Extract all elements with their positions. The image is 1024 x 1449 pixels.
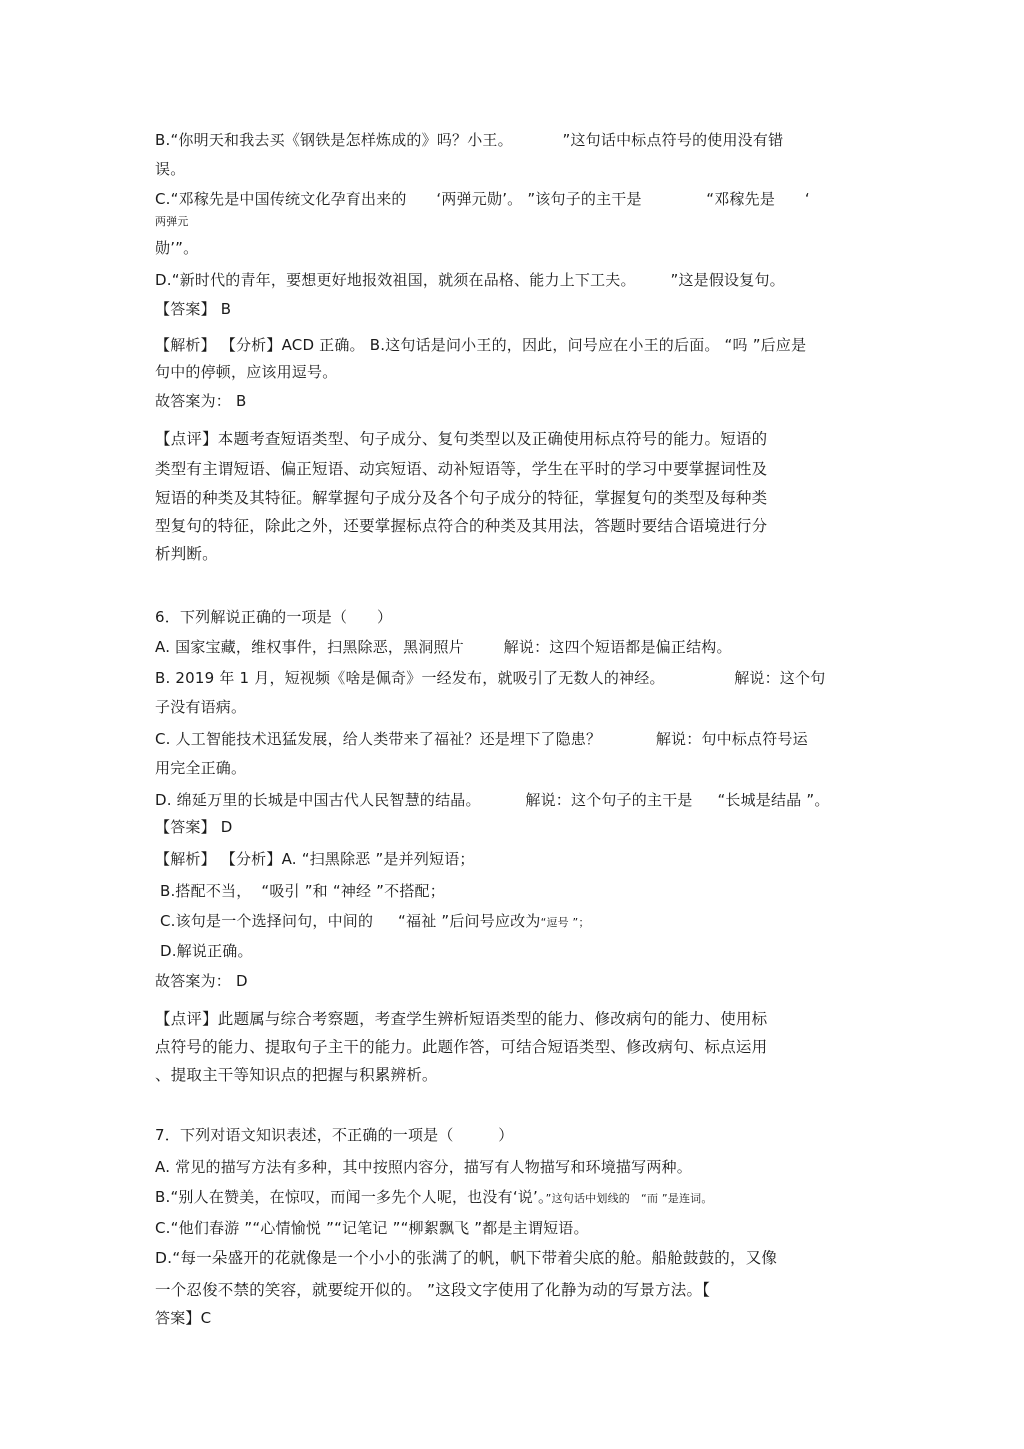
q5-option-b-line2: 误。 [155,160,186,178]
q6-analysis-a: 【解析】 【分析】A. “扫黑除恶 ”是并列短语； [155,850,475,868]
q7-option-d-line2: 一个忍俊不禁的笑容，就要绽开似的。 ”这段文字使用了化静为动的写景方法。【 [155,1281,711,1299]
q7-option-a: A. 常见的描写方法有多种，其中按照内容分，描写有人物描写和环境描写两种。 [155,1158,692,1176]
q7-option-b [155,1187,713,1209]
q7-option-d-line3: 答案】C [155,1309,212,1327]
q5-so-answer: 故答案为： B [155,392,247,410]
q5-comment-line4: 型复句的特征，除此之外，还要掌握标点符合的种类及其用法，答题时要结合语境进行分 [155,517,768,535]
q6-option-b-line1: B. 2019 年 1 月，短视频《啥是佩奇》一经发布，就吸引了无数人的神经。 解说：这个句 [155,669,826,687]
q5-answer: 【答案】 B [155,300,232,318]
q6-question: 6．下列解说正确的一项是（ ） [155,608,393,626]
q7-option-b-small: ”这句话中划线的 “而 ”是连词。 [545,1192,713,1205]
q5-comment-line1: 【点评】本题考查短语类型、句子成分、复句类型以及正确使用标点符号的能力。短语的 [155,430,768,448]
q6-analysis-c-small: “逗号 ”； [540,916,590,929]
q5-option-c-line1: C.“邓稼先是中国传统文化孕育出来的 ‘两弹元勋’。 ”该句子的主干是 “邓稼先是 ‘ [155,190,810,208]
q6-option-a: A. 国家宝藏，维权事件，扫黑除恶，黑洞照片 解说：这四个短语都是偏正结构。 [155,638,732,656]
q6-answer: 【答案】 D [155,818,233,836]
q6-analysis-d: D.解说正确。 [155,942,253,960]
q6-option-c-line1: C. 人工智能技术迅猛发展，给人类带来了福祉？还是埋下了隐患？ 解说：句中标点符号运 [155,730,808,748]
q6-option-c-line2: 用完全正确。 [155,759,247,777]
q5-analysis-line2: 句中的停顿，应该用逗号。 [155,363,338,381]
q5-analysis-line1: 【解析】 【分析】ACD 正确。 B.这句话是问小王的，因此，问号应在小王的后面。 “吗 ”后应是 [155,336,807,354]
q7-option-c: C.“他们春游 ”“心情愉悦 ”“记笔记 ”“柳絮飘飞 ”都是主谓短语。 [155,1219,589,1237]
q5-comment-line2: 类型有主谓短语、偏正短语、动宾短语、动补短语等，学生在平时的学习中要掌握词性及 [155,460,768,478]
q7-option-b-text: B.“别人在赞美，在惊叹，而闻一多先个人呢，也没有‘说’。 [155,1188,546,1206]
q6-comment-line2: 点符号的能力、提取句子主干的能力。此题作答，可结合短语类型、修改病句、标点运用 [155,1038,768,1056]
q6-comment-line3: 、提取主干等知识点的把握与积累辨析。 [155,1066,438,1084]
q6-option-d: D. 绵延万里的长城是中国古代人民智慧的结晶。 解说：这个句子的主干是 “长城是结晶 ”。 [155,791,830,809]
q5-comment-line3: 短语的种类及其特征。解掌握句子成分及各个句子成分的特征，掌握复句的类型及每种类 [155,489,768,507]
q5-comment-line5: 析判断。 [155,545,218,563]
q6-so-answer: 故答案为： D [155,972,248,990]
q5-option-c-line2: 勋’”。 [155,239,199,257]
q6-comment-line1: 【点评】此题属与综合考察题，考查学生辨析短语类型的能力、修改病句的能力、使用标 [155,1010,768,1028]
q5-option-c-line1b: 两弹元 [155,215,189,228]
q7-question: 7．下列对语文知识表述，不正确的一项是（ ） [155,1126,514,1144]
q5-option-d: D.“新时代的青年，要想更好地报效祖国，就须在品格、能力上下工夫。 ”这是假设复句。 [155,271,785,289]
q6-analysis-c [155,911,590,933]
q7-option-d-line1: D.“每一朵盛开的花就像是一个小小的张满了的帆，帆下带着尖底的舱。船舱鼓鼓的，又像 [155,1249,778,1267]
q6-analysis-c-text: C.该句是一个选择问句，中间的 “福祉 ”后问号应改为 [155,912,541,930]
q6-option-b-line2: 子没有语病。 [155,698,247,716]
q5-option-b-line1: B.“你明天和我去买《钢铁是怎样炼成的》吗？小王。 ”这句话中标点符号的使用没有错 [155,131,784,149]
q6-analysis-b: B.搭配不当， “吸引 ”和 “神经 ”不搭配； [155,882,445,900]
